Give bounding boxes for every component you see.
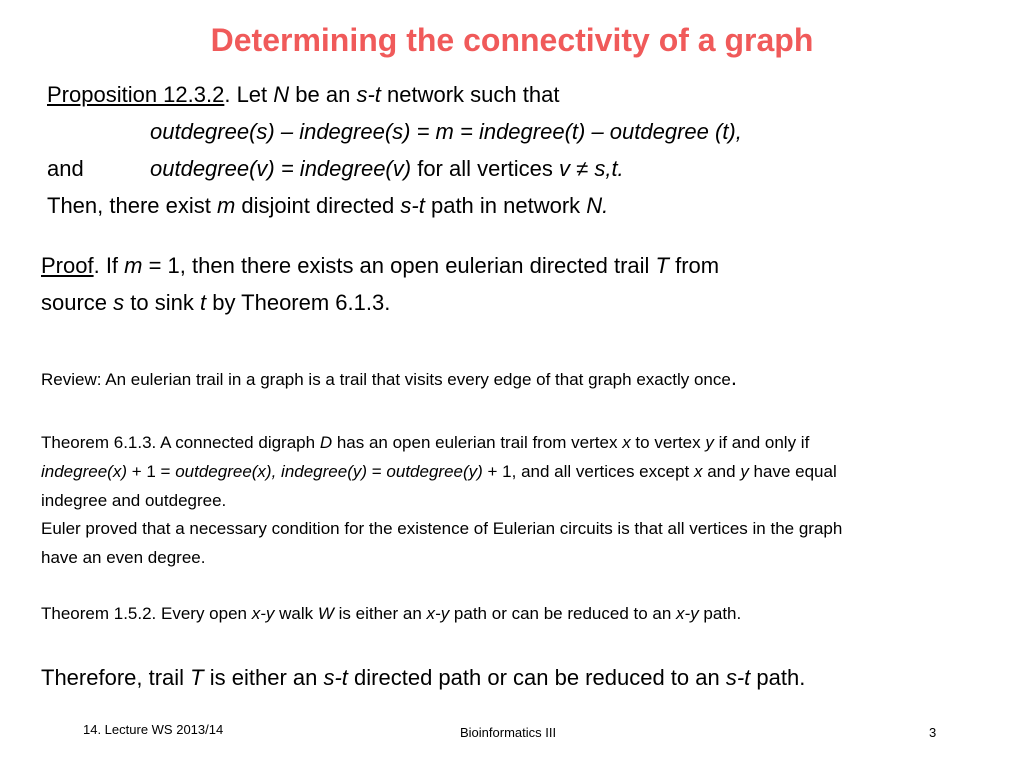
proposition-line-1 bbox=[47, 82, 559, 108]
text: is either an bbox=[333, 604, 427, 623]
text: = bbox=[367, 462, 387, 481]
text: + 1 = bbox=[127, 462, 176, 481]
text: for all vertices bbox=[411, 156, 560, 181]
text: is either an bbox=[203, 665, 324, 690]
proposition-label: Proposition 12.3.2 bbox=[47, 82, 225, 107]
var-st: s-t bbox=[725, 665, 751, 690]
text: path or can be reduced to an bbox=[449, 604, 677, 623]
page-number: 3 bbox=[929, 725, 937, 740]
footer-lecture: 14. Lecture WS 2013/14 bbox=[83, 722, 224, 737]
text: to vertex bbox=[630, 433, 706, 452]
var-y: y bbox=[705, 433, 714, 452]
text: Therefore, trail bbox=[41, 665, 191, 690]
theorem-613-line-2 bbox=[41, 462, 837, 482]
text: Theorem 6.1.3. A connected digraph bbox=[41, 433, 320, 452]
var-T: T bbox=[190, 665, 204, 690]
text: + 1, and all vertices except bbox=[482, 462, 694, 481]
var-x: x bbox=[622, 433, 631, 452]
text: Then, there exist bbox=[47, 193, 217, 218]
footer-course: Bioinformatics III bbox=[460, 725, 557, 740]
text: to sink bbox=[124, 290, 200, 315]
var-st: s-t bbox=[400, 193, 425, 218]
text: . Let bbox=[224, 82, 274, 107]
review-text: Review: An eulerian trail in a graph is a trail that visits every edge of that graph exactly once bbox=[41, 370, 731, 389]
text: by Theorem 6.1.3. bbox=[206, 290, 391, 315]
text: disjoint directed bbox=[235, 193, 401, 218]
text: walk bbox=[274, 604, 318, 623]
var-N: N bbox=[273, 82, 290, 107]
text: path. bbox=[750, 665, 806, 690]
text: source bbox=[41, 290, 114, 315]
var-xy: x-y bbox=[676, 604, 699, 623]
proposition-line-4 bbox=[47, 193, 608, 219]
degree-equation: outdegree(s) – indegree(s) = m = indegree(t) – outdegree (t), bbox=[150, 119, 742, 144]
text: . If bbox=[93, 253, 125, 278]
math: outdegree(y) bbox=[386, 462, 483, 481]
text: from bbox=[668, 253, 720, 278]
proof-line-1 bbox=[41, 253, 719, 279]
vertex-condition: v ≠ s,t. bbox=[559, 156, 624, 181]
theorem-613-line-3: indegree and outdegree. bbox=[41, 491, 227, 510]
math: indegree(x) bbox=[41, 462, 127, 481]
theorem-613-line-1 bbox=[41, 433, 809, 453]
euler-note-line-2: have an even degree. bbox=[41, 548, 206, 567]
var-T: T bbox=[655, 253, 669, 278]
text: path in network bbox=[424, 193, 587, 218]
text: Theorem 1.5.2. Every open bbox=[41, 604, 252, 623]
var-t: t bbox=[199, 290, 207, 315]
balance-equation: outdegree(v) = indegree(v) bbox=[150, 156, 412, 181]
proposition-and: and bbox=[47, 156, 84, 181]
var-s: s bbox=[113, 290, 125, 315]
var-m: m bbox=[124, 253, 143, 278]
text: = 1, then there exists an open eulerian directed trail bbox=[142, 253, 656, 278]
text: if and only if bbox=[713, 433, 810, 452]
euler-note-line-1: Euler proved that a necessary condition for the existence of Eulerian circuits is that all vertices in the graph bbox=[41, 519, 843, 538]
text: path. bbox=[698, 604, 742, 623]
text: network such that bbox=[380, 82, 560, 107]
proof-line-2 bbox=[41, 290, 390, 316]
var-xy: x-y bbox=[251, 604, 275, 623]
var-W: W bbox=[317, 604, 334, 623]
text: have equal bbox=[748, 462, 837, 481]
var-xy: x-y bbox=[426, 604, 450, 623]
text: has an open eulerian trail from vertex bbox=[332, 433, 623, 452]
theorem-152 bbox=[41, 604, 741, 624]
review-note bbox=[41, 365, 737, 391]
proposition-line-2 bbox=[150, 119, 742, 145]
var-st: s-t bbox=[356, 82, 381, 107]
text: be an bbox=[289, 82, 357, 107]
var-x: x bbox=[694, 462, 703, 481]
var-y: y bbox=[740, 462, 749, 481]
var-N: N. bbox=[586, 193, 609, 218]
text: directed path or can be reduced to an bbox=[347, 665, 726, 690]
conclusion bbox=[41, 665, 805, 691]
math: outdegree(x), indegree(y) bbox=[175, 462, 368, 481]
review-period: . bbox=[730, 365, 737, 390]
var-m: m bbox=[216, 193, 236, 218]
proof-label: Proof bbox=[41, 253, 94, 278]
var-st: s-t bbox=[323, 665, 348, 690]
proposition-line-3 bbox=[150, 156, 624, 182]
text: and bbox=[702, 462, 741, 481]
var-D: D bbox=[319, 433, 333, 452]
slide-title: Determining the connectivity of a graph bbox=[210, 22, 814, 58]
